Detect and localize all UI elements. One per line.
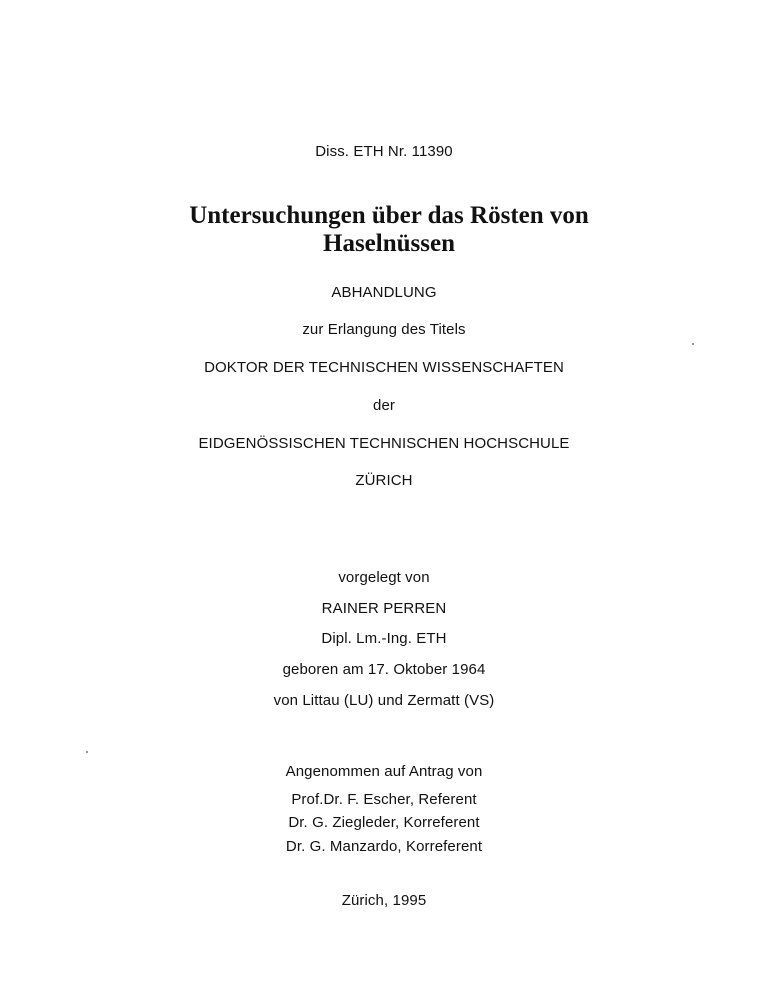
institution-city: ZÜRICH (355, 472, 413, 489)
scan-speck (692, 343, 694, 345)
thesis-title-line-2: Haselnüssen (323, 230, 455, 257)
author-name: RAINER PERREN (321, 600, 447, 617)
referee-3: Dr. G. Manzardo, Korreferent (285, 838, 483, 855)
purpose-line: zur Erlangung des Titels (302, 321, 466, 338)
author-origin: von Littau (LU) und Zermatt (VS) (273, 692, 495, 709)
referee-2: Dr. G. Ziegleder, Korreferent (288, 814, 480, 831)
document-type: ABHANDLUNG (331, 284, 437, 301)
scan-speck (86, 751, 88, 753)
accepted-line: Angenommen auf Antrag von (285, 763, 483, 780)
degree-title: DOKTOR DER TECHNISCHEN WISSENSCHAFTEN (204, 359, 564, 376)
author-qualification: Dipl. Lm.-Ing. ETH (321, 630, 447, 647)
referee-1: Prof.Dr. F. Escher, Referent (291, 791, 477, 808)
article-der: der (373, 397, 395, 414)
dissertation-number: Diss. ETH Nr. 11390 (315, 143, 453, 160)
submitted-by: vorgelegt von (338, 569, 430, 586)
author-birth: geboren am 17. Oktober 1964 (282, 661, 486, 678)
thesis-title-line-1: Untersuchungen über das Rösten von (189, 202, 589, 229)
institution-name: EIDGENÖSSISCHEN TECHNISCHEN HOCHSCHULE (198, 435, 570, 452)
place-year: Zürich, 1995 (341, 892, 427, 909)
